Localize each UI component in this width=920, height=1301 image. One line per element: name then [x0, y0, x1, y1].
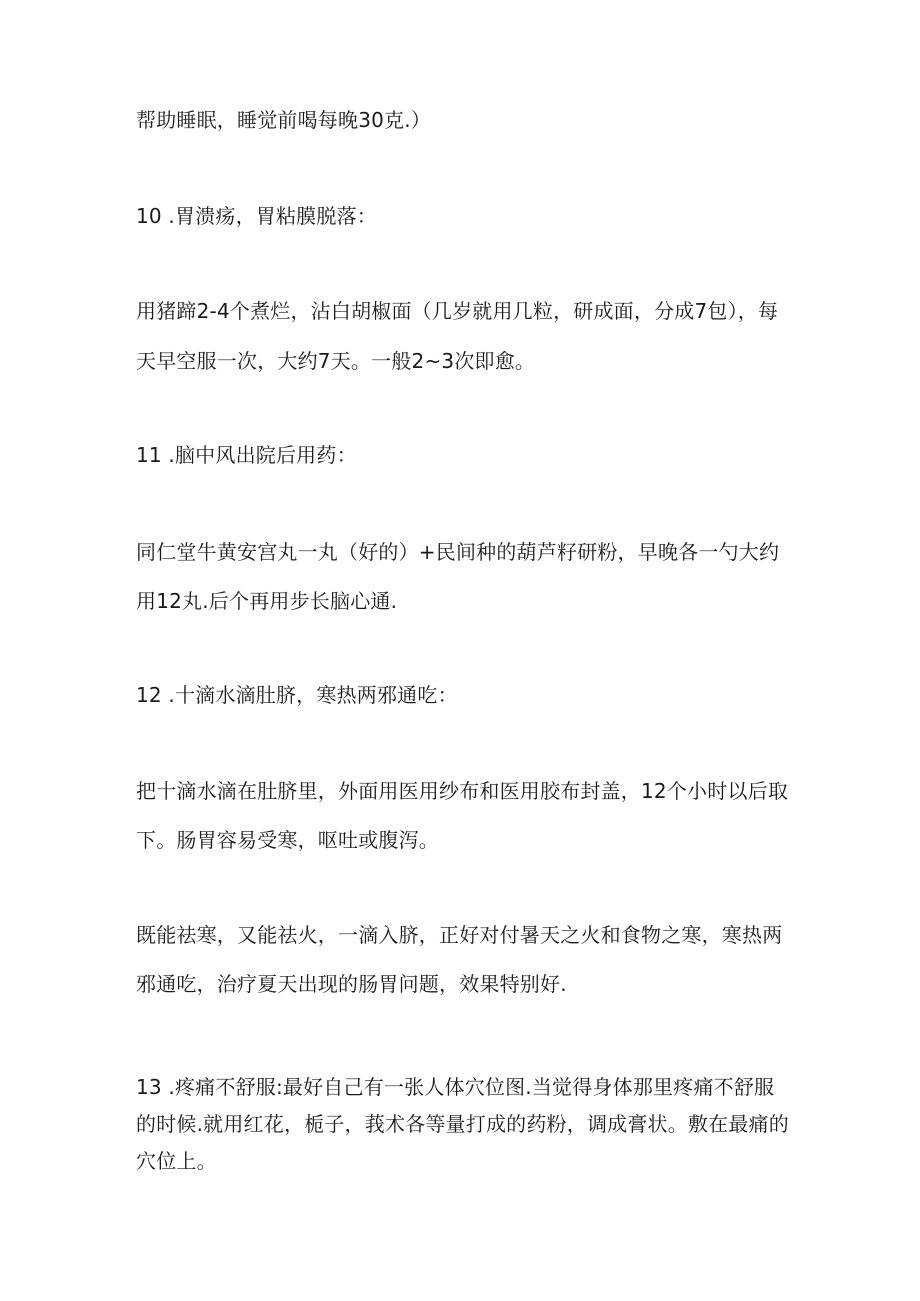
text-line: 把十滴水滴在肚脐里，外面用医用纱布和医用胶布封盖，12个小时以后取 [136, 779, 789, 803]
text-line: 既能祛寒，又能祛火，一滴入脐，正好对付暑天之火和食物之寒，寒热两 [136, 923, 783, 947]
text-line: 邪通吃，治疗夏天出现的肠胃问题，效果特别好. [136, 972, 567, 996]
section-heading-10: 10 .胃溃疡，胃粘膜脱落： [136, 204, 377, 228]
text-line: 帮助睡眠，睡觉前喝每晚30克.） [136, 108, 432, 132]
section-heading-13: 13 .疼痛不舒服:最好自己有一张人体穴位图.当觉得身体那里疼痛不舒服 [136, 1075, 775, 1099]
text-line: 下。肠胃容易受寒，呕吐或腹泻。 [136, 828, 439, 852]
text-line: 用猪蹄2-4个煮烂，沾白胡椒面（几岁就用几粒，研成面，分成7包），每 [136, 299, 779, 323]
section-heading-11: 11 .脑中风出院后用药： [136, 443, 357, 467]
text-line: 同仁堂牛黄安宫丸一丸（好的）+民间种的葫芦籽研粉，早晚各一勺大约 [136, 540, 780, 564]
section-heading-12: 12 .十滴水滴肚脐，寒热两邪通吃： [136, 683, 458, 707]
text-line: 用12丸.后个再用步长脑心通. [136, 589, 398, 613]
text-line: 的时候.就用红花，栀子，莪术各等量打成的药粉，调成膏状。敷在最痛的 [136, 1112, 789, 1136]
text-line: 穴位上。 [136, 1149, 217, 1173]
text-line: 天早空服一次，大约7天。一般2~3次即愈。 [136, 349, 536, 373]
